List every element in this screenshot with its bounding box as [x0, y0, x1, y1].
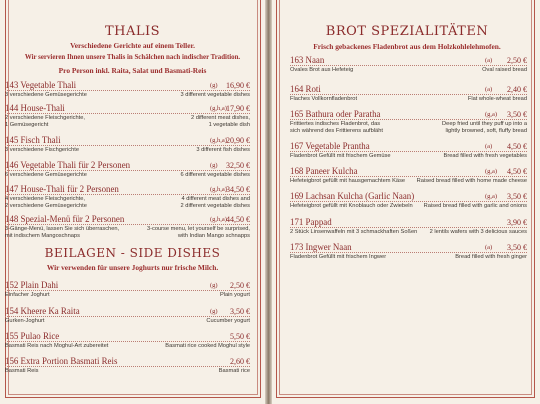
menu-item: [5, 331, 250, 355]
allergen-tag: (a): [485, 244, 493, 251]
dotted-divider: [5, 145, 250, 146]
menu-item-price: 20,90 €: [226, 136, 250, 145]
menu-item-price: 3,50 €: [507, 110, 527, 119]
allergen-tag: (g): [210, 282, 218, 289]
allergen-tag: (g,h,a): [210, 137, 227, 144]
german-description: 2 verschiedene Fleischgerichte, 1 Gemüsegericht: [5, 115, 85, 128]
english-description: Flat whole-wheat bread: [467, 96, 527, 102]
allergen-tag: (g): [210, 82, 218, 89]
allergen-tag: (a): [485, 86, 493, 93]
english-description: 2 lentils wafers with 3 delicious sauces: [429, 229, 527, 235]
bread-title: BROT SPEZIALITÄTEN: [325, 24, 489, 39]
menu-item-price: 44,50 €: [226, 215, 250, 224]
left-menu-page: [0, 0, 265, 404]
german-description: Gurken-Joghurt: [5, 318, 45, 324]
menu-item: [5, 280, 250, 304]
allergen-tag: (g,a): [485, 111, 498, 118]
menu-item: [290, 191, 527, 215]
menu-item-price: 32,50 €: [226, 161, 250, 170]
bread-subtitle: Frisch gebackenes Fladenbrot aus dem Holzkohlelehmofen.: [313, 42, 501, 51]
menu-item-price: 2,50 €: [230, 281, 250, 290]
menu-item-name: 156 Extra Portion Basmati Reis: [5, 356, 118, 366]
menu-item-name: 145 Fisch Thali: [5, 135, 61, 145]
dotted-divider: [290, 227, 527, 228]
english-description: Oval raised bread: [482, 67, 527, 73]
side-dishes-title: BEILAGEN - SIDE DISHES: [44, 246, 221, 260]
menu-item-price: 3,50 €: [507, 243, 527, 252]
dotted-divider: [5, 170, 250, 171]
dotted-divider: [5, 341, 250, 342]
allergen-tag: (a): [485, 143, 493, 150]
side-dishes-subtitle: Wir verwenden für unsere Joghurts nur frische Milch.: [46, 263, 219, 272]
allergen-tag: (g,a): [485, 193, 498, 200]
menu-item: [5, 160, 250, 184]
menu-item: [290, 84, 527, 108]
dotted-divider: [5, 224, 250, 225]
english-description: Basmati rice cooked Moghul style: [165, 343, 250, 349]
menu-item-price: 17,90 €: [226, 104, 250, 113]
menu-item-price: 4,50 €: [507, 167, 527, 176]
english-description: Deep fried until they puff up into a lightly browned, soft, fluffy bread: [442, 121, 527, 134]
german-description: Flaches Vollkornfladenbrot: [290, 96, 358, 102]
menu-item-name: 167 Vegetable Prantha: [290, 141, 370, 151]
allergen-tag: (a): [485, 57, 493, 64]
german-description: Frittiertes indisches Fladenbrot, das sich während des Frittierens aufbläht: [290, 121, 383, 134]
menu-item-name: 143 Vegetable Thali: [5, 80, 77, 90]
german-description: 6 verschiedene Gemüsegerichte: [5, 172, 87, 178]
english-description: 2 different meat dishes, 1 vegetable dish: [190, 115, 250, 128]
menu-item-price: 4,50 €: [507, 142, 527, 151]
thalis-subtitle-3: Pro Person inkl. Raita, Salat und Basmati-Reis: [58, 66, 207, 75]
menu-item: [5, 80, 250, 104]
thalis-subtitle-1: Verschiedene Gerichte auf einem Teller.: [70, 41, 195, 50]
english-description: 3 different fish dishes: [196, 147, 250, 153]
menu-item-name: 168 Paneer Kulcha: [290, 166, 358, 176]
allergen-tag: (g,h,a): [210, 105, 227, 112]
german-description: Ovales Brot aus Hefeteig: [290, 67, 354, 73]
english-description: 3 different vegetable dishes: [180, 92, 250, 98]
menu-item: [290, 141, 527, 165]
german-description: Hefeteigbrot gefüllt mit hausgemachtem Käse: [290, 178, 406, 184]
menu-item: [5, 214, 250, 238]
thalis-subtitle-2: Wir servieren Ihnen unsere Thalis in Schälchen nach indischer Tradition.: [24, 54, 241, 61]
menu-item: [290, 217, 527, 241]
english-description: Raised bread filled with home made cheese: [416, 178, 527, 184]
menu-item-price: 3,90 €: [507, 218, 527, 227]
menu-item-name: 169 Lachsan Kulcha (Garlic Naan): [290, 191, 415, 201]
allergen-tag: (g,h,a): [210, 186, 227, 193]
english-description: 3-course menu, let yourself be surprised, with Indian Mango schnapps: [146, 226, 250, 239]
menu-item-price: 5,50 €: [230, 332, 250, 341]
english-description: 4 different meat dishes and 2 different vegetable dishes: [180, 196, 250, 209]
menu-item-price: 16,90 €: [226, 81, 250, 90]
menu-item-name: 148 Spezial-Menü für 2 Personen: [5, 214, 125, 224]
book-gutter: [265, 0, 272, 404]
german-description: Hefeteigbrot gefüllt mit Knoblauch oder Zwiebeln: [290, 203, 413, 209]
menu-item-name: 173 Ingwer Naan: [290, 242, 352, 252]
menu-item: [5, 184, 250, 208]
dotted-divider: [5, 90, 250, 91]
english-description: Cucumber yogurt: [206, 318, 250, 324]
dotted-divider: [5, 194, 250, 195]
thalis-title: THALIS: [104, 24, 161, 39]
dotted-divider: [290, 65, 527, 66]
english-description: Basmati rice: [218, 368, 250, 374]
menu-item-name: 165 Bathura oder Paratha: [290, 109, 381, 119]
menu-item-name: 154 Kheere Ka Raita: [5, 306, 80, 316]
right-menu-page: [272, 0, 540, 404]
menu-item-name: 171 Pappad: [290, 217, 332, 227]
menu-item: [5, 306, 250, 330]
german-description: Fladenbrot Gefüllt mit frischem Gemüse: [290, 153, 391, 159]
german-description: Basmati Reis: [5, 368, 39, 374]
menu-item-price: 3,50 €: [507, 192, 527, 201]
dotted-divider: [290, 176, 527, 177]
allergen-tag: (g,h,a): [210, 216, 227, 223]
english-description: Raised bread filled with garlic and onions: [423, 203, 527, 209]
menu-item-name: 164 Roti: [290, 84, 321, 94]
allergen-tag: (g): [210, 162, 218, 169]
german-description: 3-Gänge-Menü, lassen Sie sich überraschen, mit indischem Mangoschnaps: [5, 226, 120, 239]
menu-item: [290, 242, 527, 266]
dotted-divider: [290, 94, 527, 95]
dotted-divider: [5, 113, 250, 114]
german-description: 4 verschiedene Fleischgerichte, 2 verschiedene Gemüsegerichte: [5, 196, 87, 209]
english-description: Plain yogurt: [219, 292, 250, 298]
dotted-divider: [5, 316, 250, 317]
german-description: 3 verschiedene Fischgerichte: [5, 147, 79, 153]
german-description: Einfacher Joghurt: [5, 292, 50, 298]
menu-item-name: 147 House-Thali für 2 Personen: [5, 184, 119, 194]
english-description: 6 different vegetable dishes: [180, 172, 250, 178]
menu-item-price: 2,50 €: [507, 56, 527, 65]
menu-item-name: 144 House-Thali: [5, 103, 65, 113]
german-description: Basmati Reis nach Moghul-Art zubereitet: [5, 343, 109, 349]
menu-item-price: 34,50 €: [226, 185, 250, 194]
menu-item: [5, 103, 250, 127]
menu-item-price: 2,40 €: [507, 85, 527, 94]
menu-item-name: 163 Naan: [290, 55, 325, 65]
menu-item: [290, 109, 527, 133]
dotted-divider: [290, 252, 527, 253]
dotted-divider: [5, 290, 250, 291]
german-description: 2 Stück Linsenwaffeln mit 3 schmackhaften Soßen: [290, 229, 418, 235]
menu-item-price: 2,60 €: [230, 357, 250, 366]
menu-item: [5, 135, 250, 159]
dotted-divider: [290, 201, 527, 202]
menu-item: [5, 356, 250, 380]
allergen-tag: (g,a): [485, 168, 498, 175]
menu-item-name: 146 Vegetable Thali für 2 Personen: [5, 160, 131, 170]
dotted-divider: [290, 119, 527, 120]
dotted-divider: [5, 366, 250, 367]
allergen-tag: (g): [210, 308, 218, 315]
dotted-divider: [290, 151, 527, 152]
menu-item-price: 3,50 €: [230, 307, 250, 316]
english-description: Bread filled with fresh vegetables: [443, 153, 527, 159]
menu-item: [290, 55, 527, 79]
english-description: Bread filled with fresh ginger: [455, 254, 527, 260]
menu-item-name: 155 Pulao Rice: [5, 331, 60, 341]
german-description: Fladenbrot Gefüllt mit frischem Ingwer: [290, 254, 387, 260]
menu-item: [290, 166, 527, 190]
menu-item-name: 152 Plain Dahi: [5, 280, 59, 290]
german-description: 3 verschiedene Gemüsegerichte: [5, 92, 87, 98]
